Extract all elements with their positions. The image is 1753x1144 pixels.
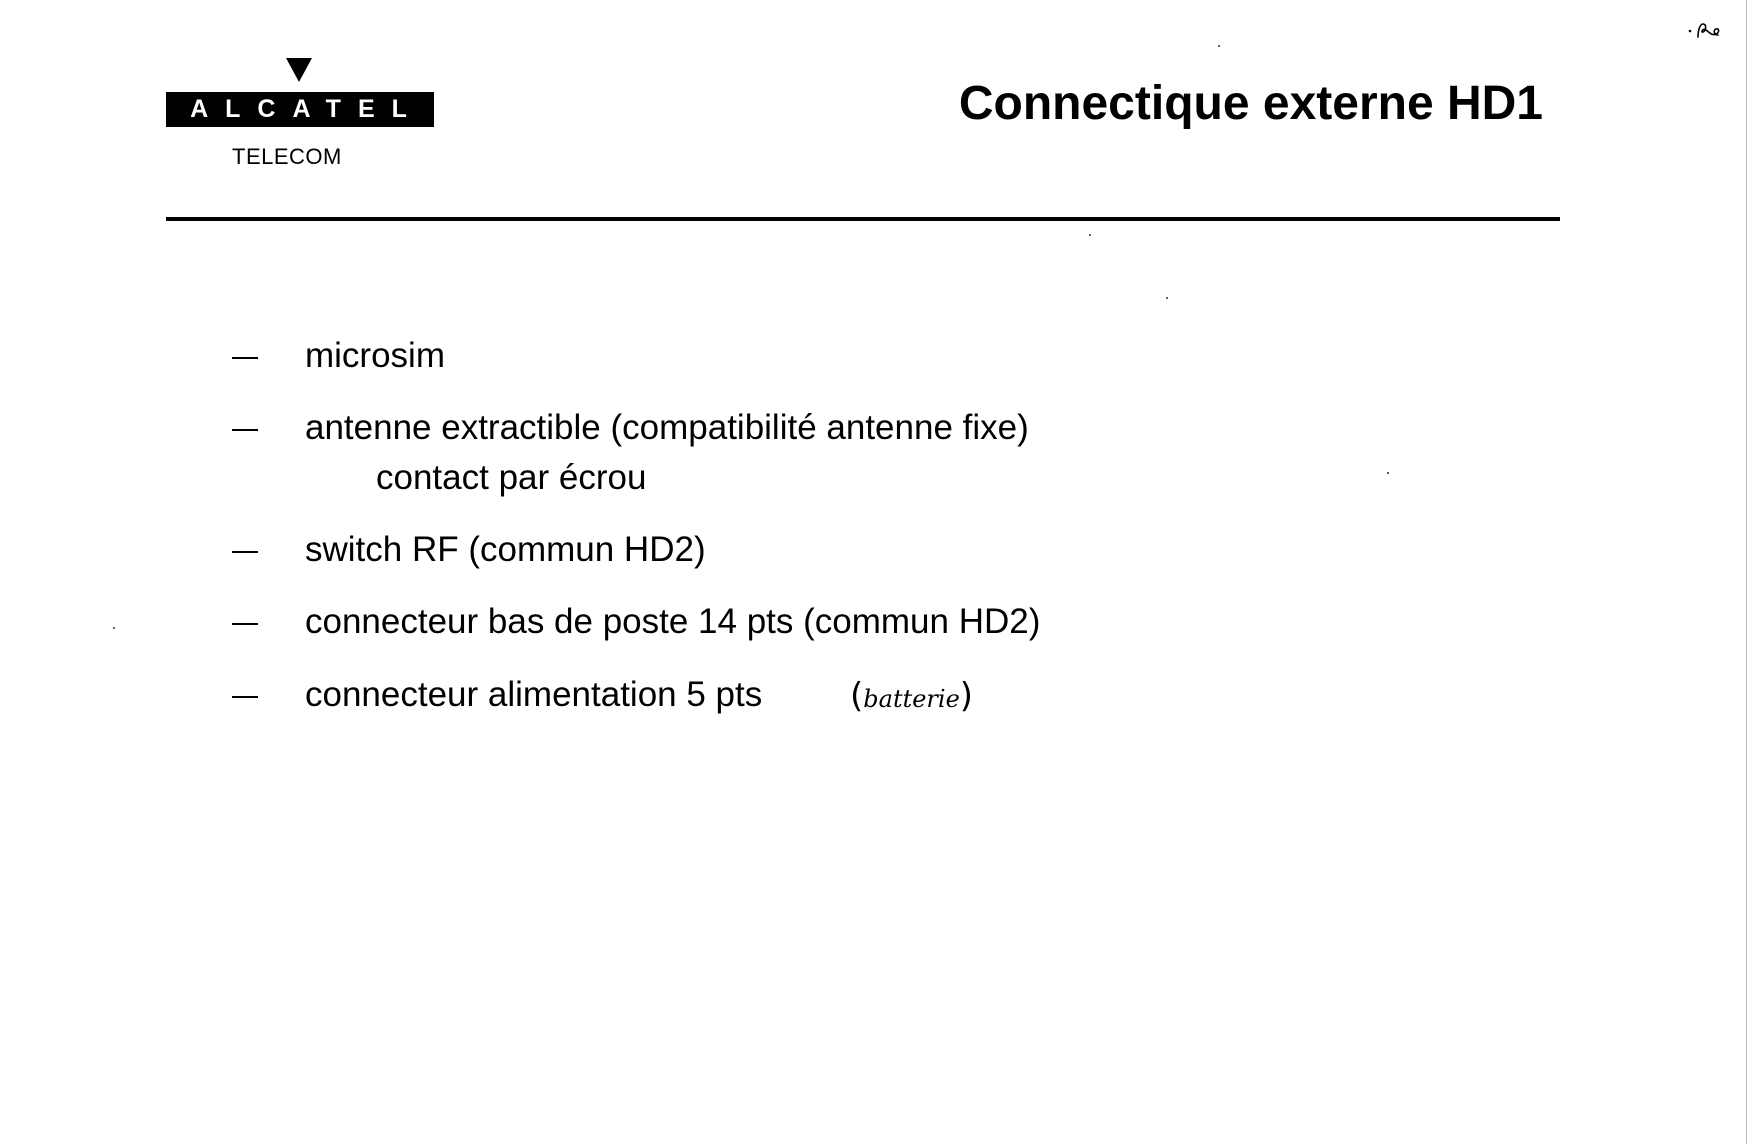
- handwritten-note-text: batterie: [863, 685, 960, 713]
- dash-bullet-icon: [232, 551, 258, 553]
- dash-bullet-icon: [232, 429, 258, 431]
- dash-bullet-icon: [232, 623, 258, 625]
- handwritten-annotation: (batterie): [850, 676, 974, 716]
- list-item-text: switch RF (commun HD2): [305, 530, 706, 569]
- handwritten-corner-mark-icon: [1688, 18, 1724, 44]
- scan-speck: [113, 627, 115, 629]
- scan-speck: [1387, 472, 1389, 474]
- scan-speck: [1089, 234, 1091, 236]
- page-title: Connectique externe HD1: [958, 77, 1543, 130]
- dash-bullet-icon: [232, 696, 258, 698]
- scan-speck: [1218, 45, 1220, 47]
- dash-bullet-icon: [232, 357, 258, 359]
- list-item-text: connecteur bas de poste 14 pts (commun HD2): [305, 602, 1041, 641]
- logo-triangle-icon: [286, 58, 312, 82]
- list-item-subtext: contact par écrou: [376, 458, 647, 497]
- logo-subtitle: TELECOM: [232, 144, 342, 169]
- list-item-text: antenne extractible (compatibilité antenne fixe): [305, 408, 1029, 447]
- list-item-text: connecteur alimentation 5 pts: [305, 675, 763, 714]
- logo-wordmark: ALCATEL: [166, 92, 434, 127]
- header-divider: [166, 217, 1560, 221]
- list-item-text: microsim: [305, 336, 445, 375]
- scan-edge-line: [1746, 0, 1747, 1144]
- scan-speck: [1166, 297, 1168, 299]
